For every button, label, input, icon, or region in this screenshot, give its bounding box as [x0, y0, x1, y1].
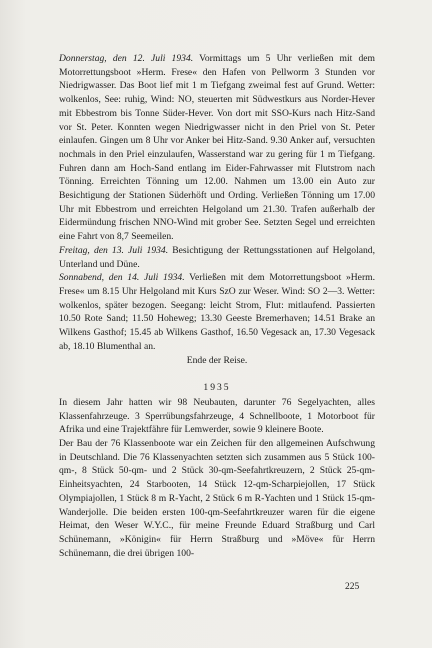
- text-column: [59, 52, 375, 560]
- end-of-journey: Ende der Reise.: [186, 355, 248, 367]
- entry-text: Vormittags um 5 Uhr verließen mit dem Motorrettungsboot »Herm. Frese« den Hafen von Pellworm 3 Stunden vor Niedrigwasser. Das Boot lief mit 1 m Tiefgang zweimal fest auf Grund. Wetter: wolkenlos, See: ruhig, Wind: NO, steuerten mit Südwestkurs aus Norder-Hever mit Ebbestrom bis Tonne Süder-Hever. Von dort mit SSO-Kurs nach Hitz-Sand vor St. Peter. Konnten wegen Niedrigwasser nicht in den Priel von St. Peter einlaufen. Gingen um 8 Uhr vor Anker bei Hitz-Sand. 9.30 Anker auf, versuchten nochmals in den Priel einzulaufen, Wasserstand war zu gering für 1 m Tiefgang. Fuhren dann am Hoch-Sand entlang im Eider-Fahrwasser mit Flutstrom nach Tönning. Erreichten Tönning um 12.00. Nahmen um 13.00 ein Auto zur Besichtigung der Stationen Süderhöft und Ording. Verließen Tönning um 17.00 Uhr mit Ebbestrom und erreichten Helgoland um 21.30. Trafen außerhalb der Eidermündung frischen NNO-Wind mit grober See. Setzten Segel und erreichten eine Fahrt von 8,7 Seemeilen.: [59, 53, 375, 243]
- entry-date: Sonnabend, den 14. Juli 1934.: [59, 272, 185, 284]
- body-paragraph: In diesem Jahr hatten wir 98 Neubauten, darunter 76 Segelyachten, alles Klassenfahrzeuge. 3 Sperrübungsfahrzeuge, 4 Schnellboote, 1 Motorboot für Afrika und eine Trajektfähre für Lemwerder, sowie 9 kleinere Boote.: [59, 396, 375, 436]
- body-paragraph: Der Bau der 76 Klassenboote war ein Zeichen für den allgemeinen Aufschwung in Deutschland. Die 76 Klassenyachten setzten sich zusammen aus 5 Stück 100-qm-, 8 Stück 50-qm- und 2 Stück 30-qm-Seefahrtkreuzern, 2 Stück 25-qm-Einheitsyachten, 24 Starbooten, 14 Stück 12-qm-Scharpiejollen, 17 Stück Olympiajollen, 1 Stück 8 m R-Yacht, 2 Stück 6 m R-Yachten und 1 Stück 15-qm-Wanderjolle. Die beiden ersten 100-qm-Seefahrtkreuzer waren für die eigene Heimat, den Weser W.Y.C., für meine Freunde Eduard Straßburg und Carl Schünemann, »Königin« für Herrn Straßburg und »Möve« für Herrn Schünemann, die drei übrigen 100-: [59, 437, 375, 559]
- page-number: 225: [345, 582, 360, 592]
- entry-date: Donnerstag, den 12. Juli 1934.: [59, 53, 194, 64]
- entry-text: Besichtigung der Rettungsstationen auf Helgoland, Unterland und Düne.: [59, 244, 376, 270]
- entry-date: Freitag, den 13. Juli 1934.: [59, 244, 169, 256]
- log-entry: [59, 52, 375, 244]
- log-entry: [59, 244, 375, 271]
- year-heading: 1935: [203, 382, 231, 394]
- log-entry: [59, 271, 375, 353]
- entry-text: Verließen mit dem Motorrettungsboot »Herm. Frese« um 8.15 Uhr Helgoland mit Kurs SzO zur Weser. Wind: SO 2—3. Wetter: wolkenlos, später bezogen. Seegang: leicht Strom, Flut: mitlaufend. Passierten 10.50 Rote Sand; 11.50 Hoheweg; 13.30 Geeste Bremerhaven; 14.51 Brake an Wilkens Gasthof; 15.45 ab Wilkens Gasthof, 16.50 Vegesack an, 17.30 Vegesack ab, 18.10 Blumenthal an.: [59, 272, 375, 352]
